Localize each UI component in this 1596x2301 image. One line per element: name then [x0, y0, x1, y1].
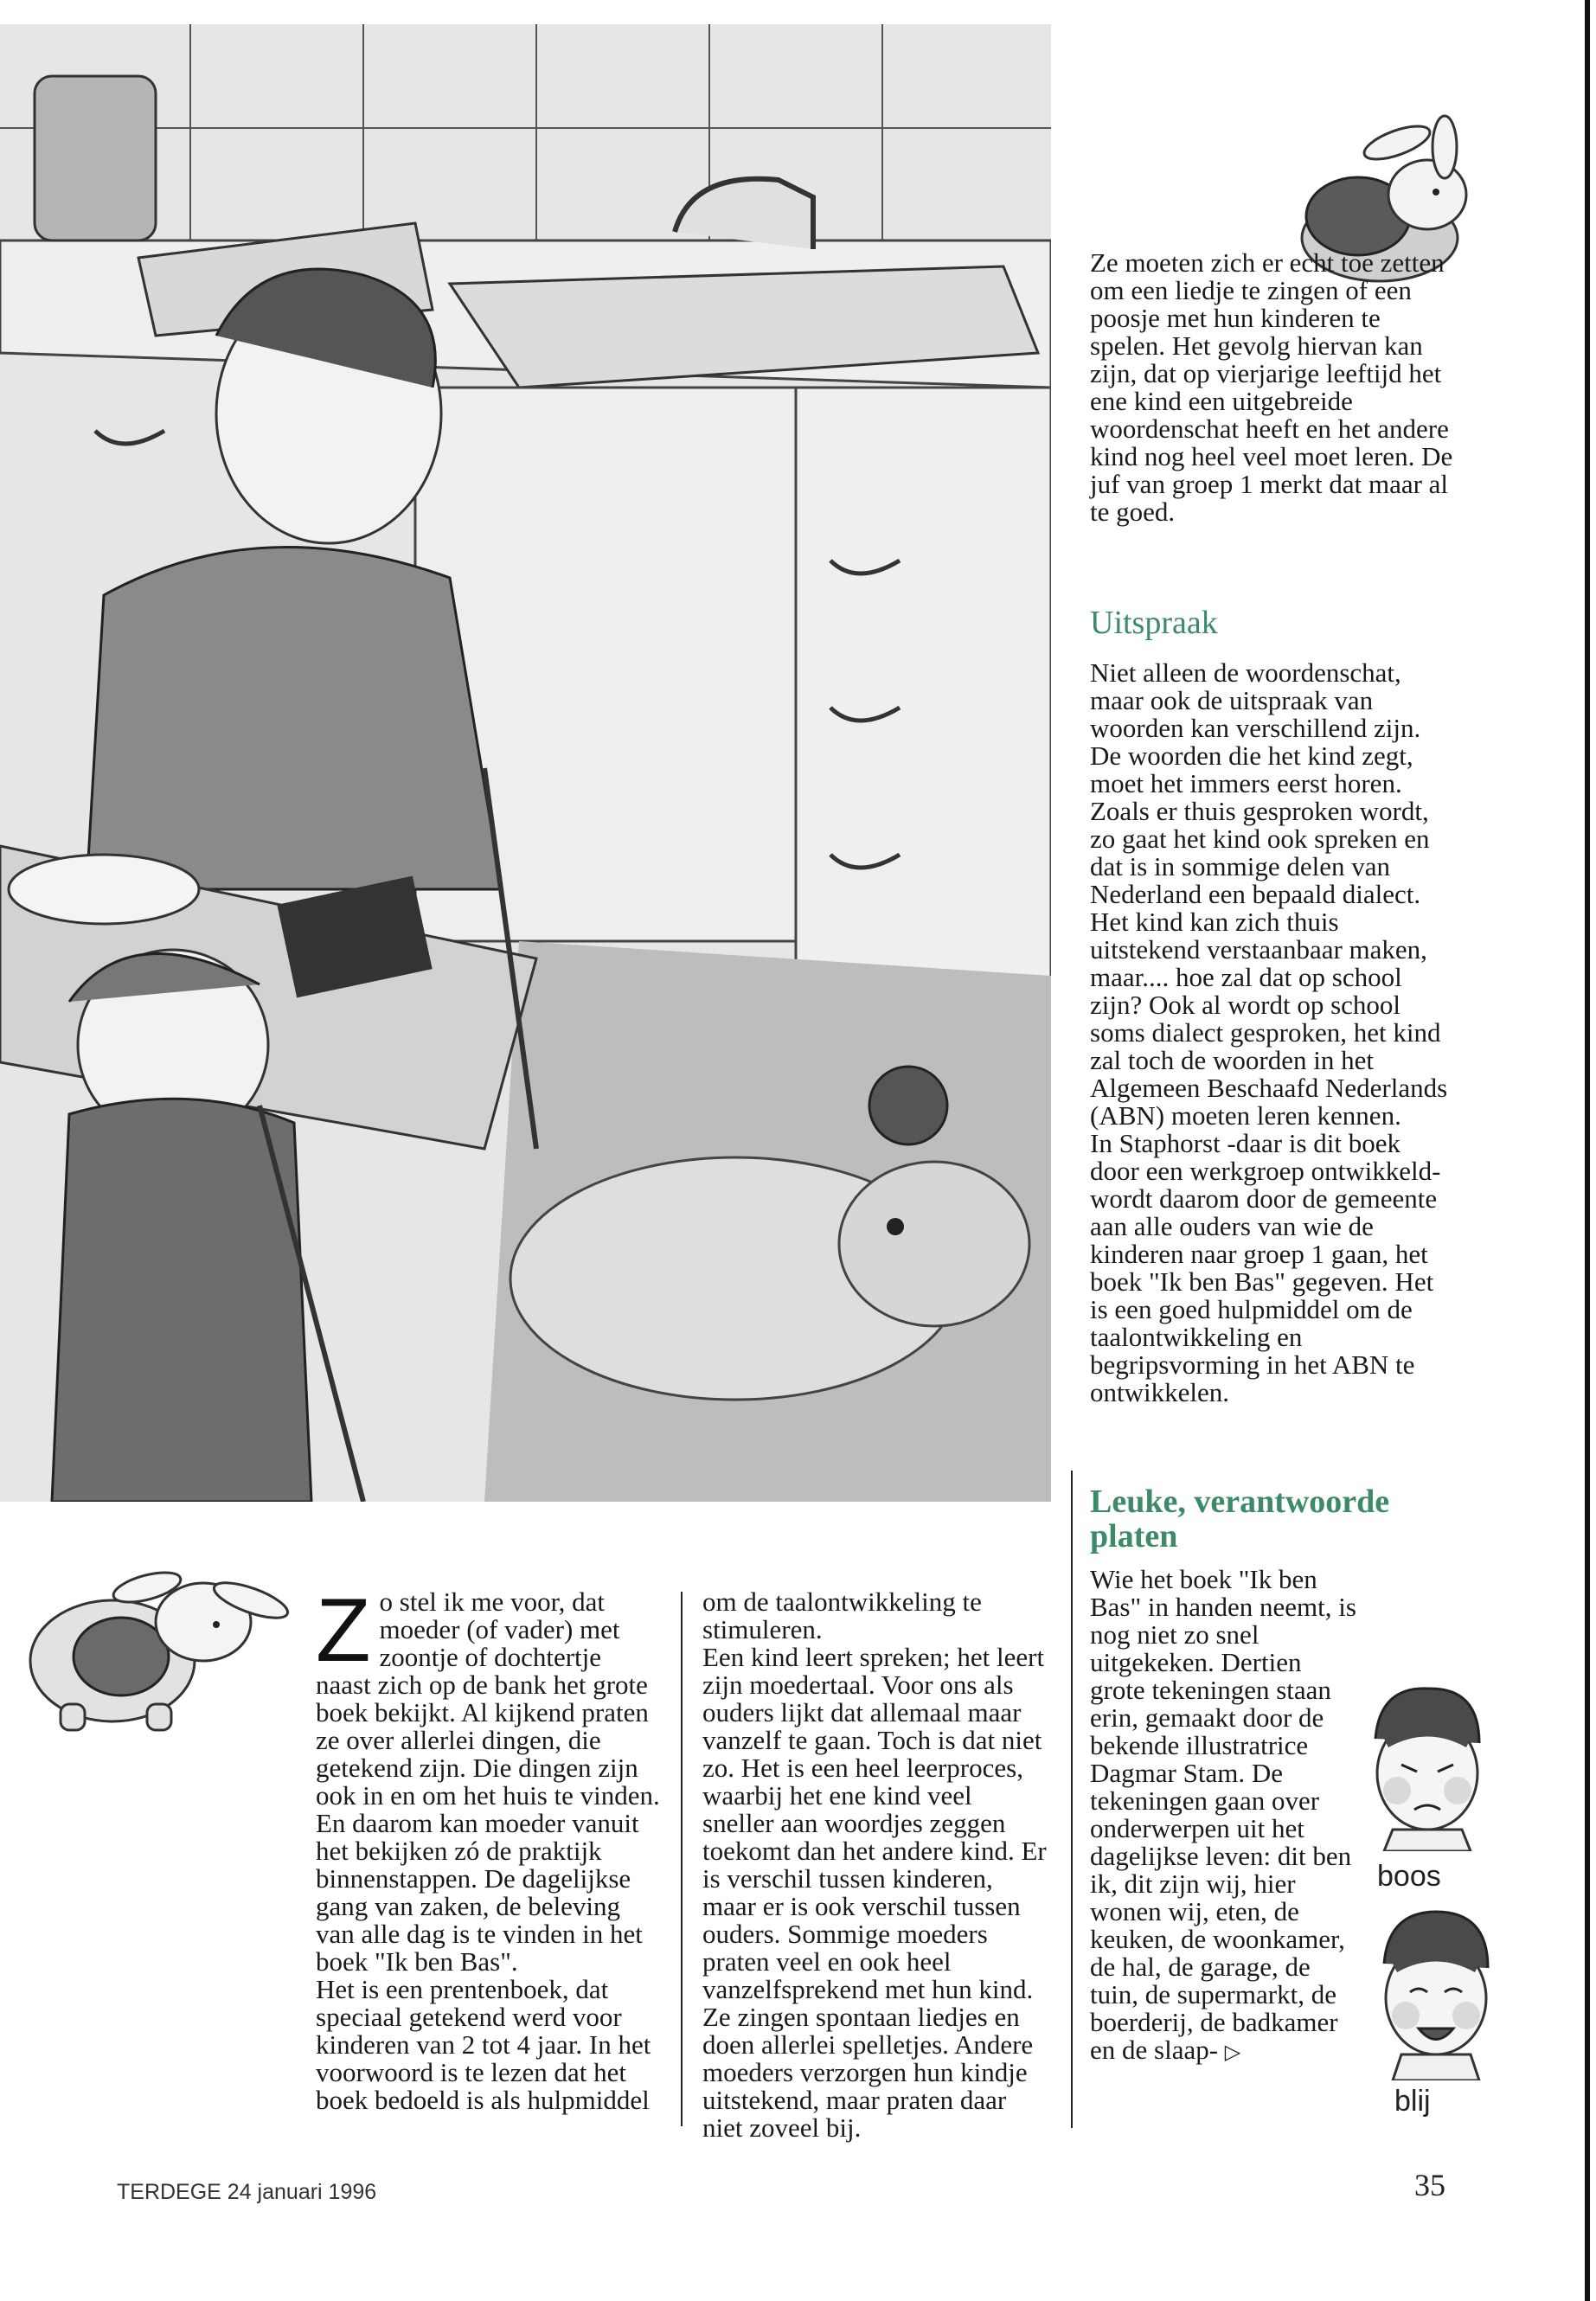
boy-happy-face-icon [1371, 1899, 1501, 2080]
column-b-paragraph-1: om de taalontwikkeling te stimuleren. [702, 1586, 982, 1644]
column-divider-right [1071, 1471, 1073, 2128]
uitspraak-paragraph-1: Niet alleen de woordenschat, maar ook de uitspraak van woorden kan verschillend zijn. De woorden die het kind zegt, moet het immers eerst horen. Zoals er thuis gesproken wordt, zo gaat het kind ook spreken en dat is in sommige delen van Nederland een bepaald dialect. Het kind kan zich thuis uitstekend verstaanbaar maken, maar.... hoe zal dat op school zijn? Ook al wordt op school soms dialect gesproken, het kind zal toch de woorden in het Algemeen Beschaafd Nederlands (ABN) moeten leren kennen. [1090, 657, 1448, 1131]
uitspraak-body [1090, 659, 1453, 1407]
article-column-b [702, 1588, 1048, 2142]
page-edge [1585, 0, 1590, 2301]
intro-paragraph [1090, 249, 1453, 526]
angry-face-label: boos [1377, 1860, 1441, 1893]
kitchen-drawing [0, 24, 1051, 1502]
continue-arrow-icon: ▷ [1224, 2041, 1241, 2064]
heading-leuke-platen: Leuke, verantwoorde platen [1090, 1484, 1390, 1554]
leuke-body [1090, 1566, 1358, 2067]
column-a-paragraph-2: Het is een prentenboek, dat speciaal getekend werd voor kinderen van 2 tot 4 jaar. In het voorwoord is te lezen dat het boek bedoeld is als hulpmiddel [316, 1974, 651, 2115]
boy-angry-face-icon [1362, 1678, 1492, 1851]
leuke-text: Wie het boek "Ik ben Bas" in handen neemt, is nog niet zo snel uitgekeken. Dertien grote tekeningen staan erin, gemaakt door de bekende illustratrice Dagmar Stam. De tekeningen gaan over onderwerpen uit het dagelijkse leven: dit ben ik, dit zijn wij, hier wonen wij, eten, de keuken, de woonkamer, de hal, de garage, de tuin, de supermarkt, de boerderij, de badkamer en de slaap- [1090, 1564, 1356, 2065]
publication-footer: TERDEGE 24 januari 1996 [117, 2180, 377, 2204]
drop-cap: Z [316, 1580, 371, 1681]
heading-uitspraak: Uitspraak [1090, 605, 1218, 641]
happy-face-label: blij [1394, 2085, 1431, 2118]
column-divider [681, 1592, 683, 2126]
article-column-a [316, 1580, 662, 2115]
column-a-paragraph-1 [316, 1580, 662, 1977]
column-b-paragraph-2: Een kind leert spreken; het leert zijn moedertaal. Voor ons als ouders lijkt dat allemaal maar vanzelf te gaan. Toch is dat niet zo. Het is een heel leerproces, waarbij het ene kind veel sneller aan woordjes zeggen toekomt dan het andere kind. Er is verschil tussen kinderen, maar er is ook verschil tussen ouders. Sommige moeders praten veel en ook heel vanzelfsprekend met hun kind. Ze zingen spontaan liedjes en doen allerlei spelletjes. Andere moeders verzorgen hun kindje uitstekend, maar praten daar niet zoveel bij. [702, 1642, 1047, 2143]
uitspraak-paragraph-2: In Staphorst -daar is dit boek door een werkgroep ontwikkeld- wordt daarom door de gemeente aan alle ouders van wie de kinderen naar groep 1 gaan, het boek "Ik ben Bas" gegeven. Het is een goed hulpmiddel om de taalontwikkeling en begripsvorming in het ABN te ontwikkelen. [1090, 1128, 1441, 1407]
lamb-icon [17, 1557, 294, 1739]
kitchen-illustration [0, 24, 1051, 1502]
page-number: 35 [1414, 2168, 1445, 2202]
column-a-text-1: o stel ik me voor, dat moeder (of vader) met zoontje of dochtertje naast zich op de bank het grote boek bekijkt. Al kijkend praten ze over allerlei dingen, die getekend zijn. Die dingen zijn ook in en om het huis te vinden. En daarom kan moeder vanuit het bekijken zó de praktijk binnenstappen. De dagelijkse gang van zaken, de beleving van alle dag is te vinden in het boek "Ik ben Bas". [316, 1586, 660, 1977]
intro-text: Ze moeten zich er echt toe zetten om een liedje te zingen of een poosje met hun kinderen te spelen. Het gevolg hiervan kan zijn, dat op vierjarige leeftijd het ene kind een uitgebreide woordenschat heeft en het andere kind nog heel veel moet leren. De juf van groep 1 merkt dat maar al te goed. [1090, 247, 1453, 527]
leuke-paragraph [1090, 1566, 1358, 2067]
